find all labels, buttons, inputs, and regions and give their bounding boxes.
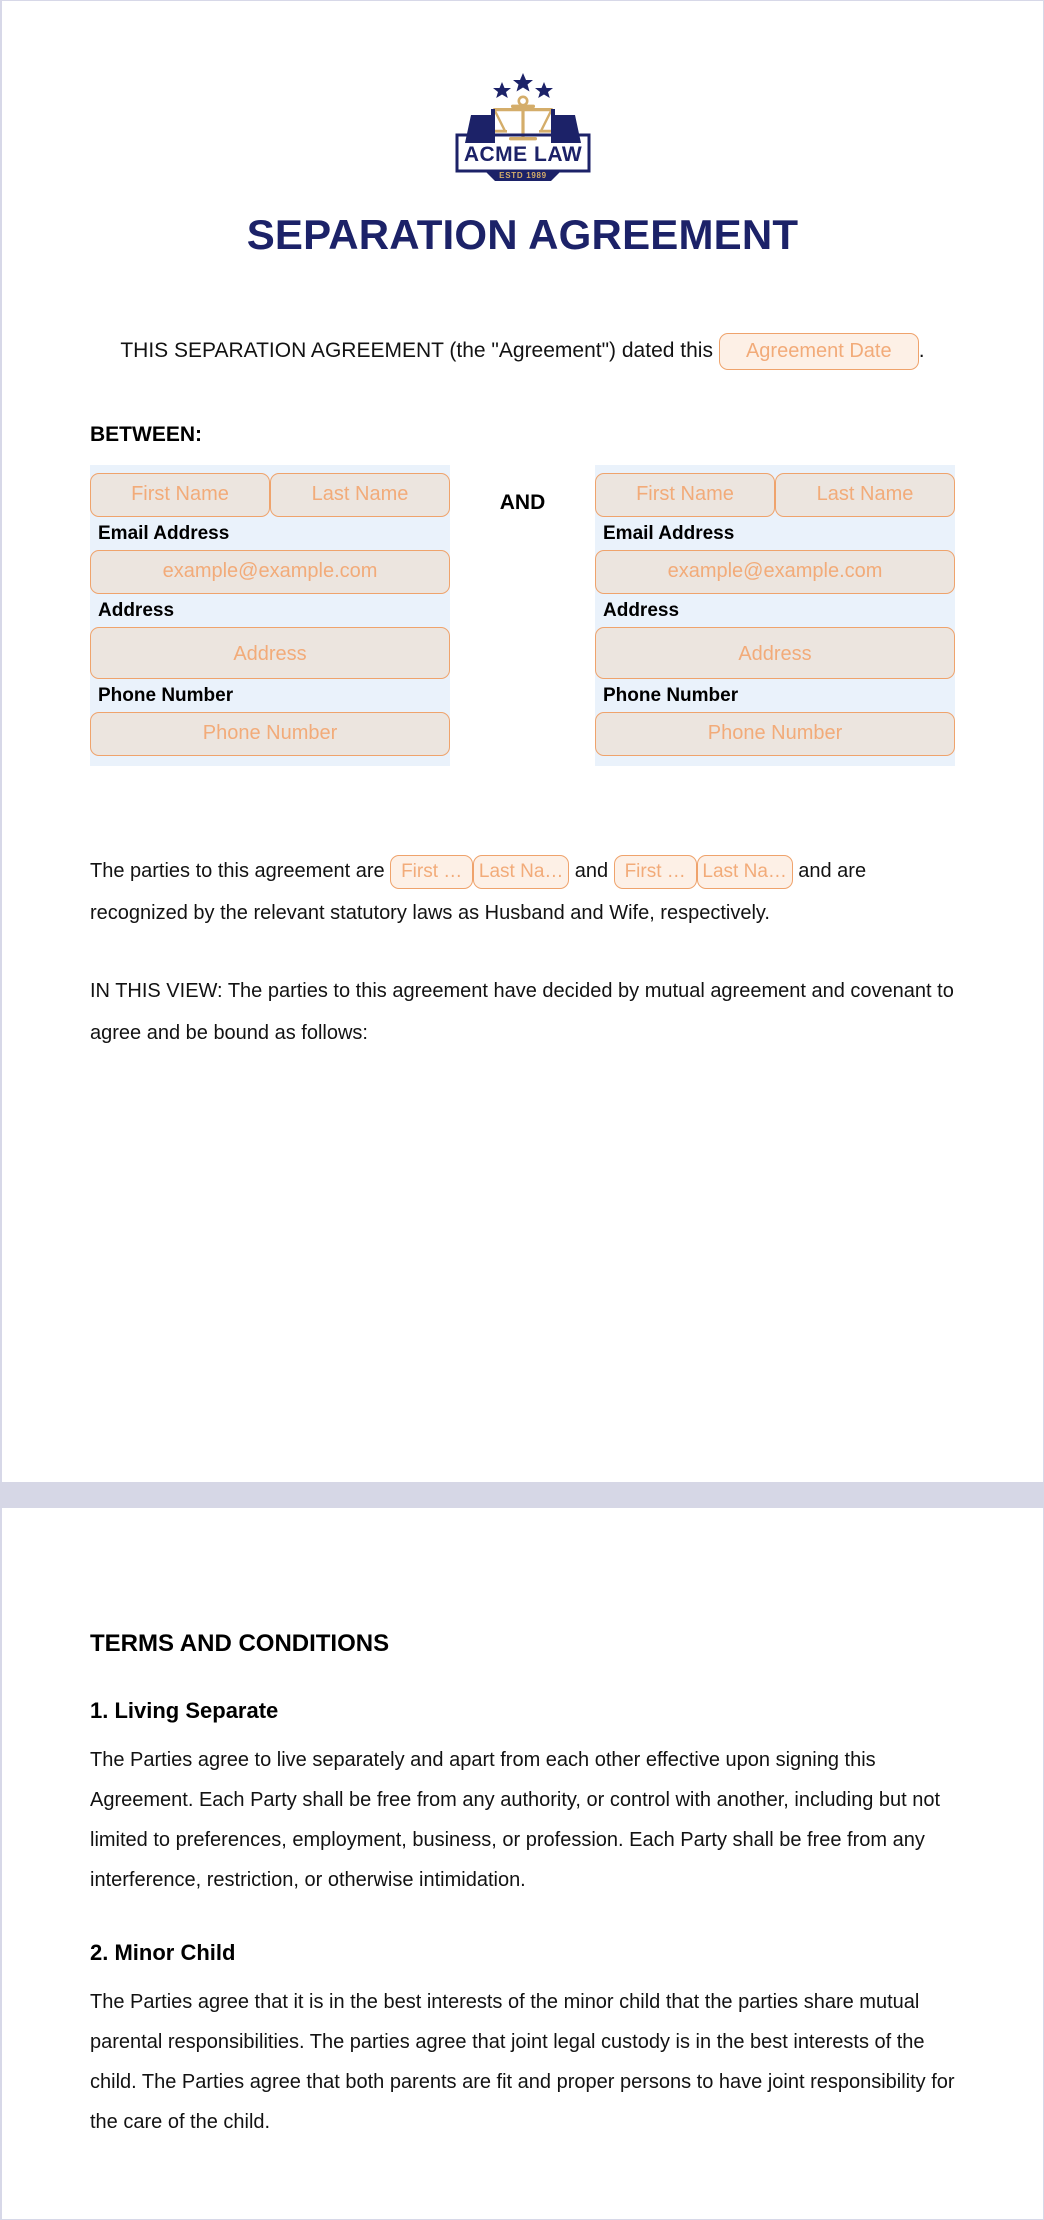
recital-party-two-last-name-input[interactable]: Last Na… [697,855,793,889]
section-2-body: The Parties agree that it is in the best interests of the minor child that the parties share mutual parental responsibilities. The parties agree that joint legal custody is in the best interests of the child. The Parties agree that both parents are fit and proper persons to have joint responsibility for the care of the child. [90,1991,955,2133]
intro-prefix-text: THIS SEPARATION AGREEMENT (the "Agreement") dated this [120,339,713,362]
party-one-name-row [90,473,450,517]
party-one-phone-label: Phone Number [98,685,234,706]
terms-and-conditions-heading: TERMS AND CONDITIONS [90,1630,390,1657]
section-1-heading: 1. Living Separate [90,1698,279,1723]
party-two-address-input[interactable]: Address [595,627,955,679]
page-break-divider [0,1482,1044,1508]
party-two-name-row [595,473,955,517]
acme-law-logo-icon [447,59,599,181]
recital-paragraph [90,850,955,934]
party-two-phone-label: Phone Number [603,685,739,706]
and-label: AND [499,491,546,514]
section-2-heading: 2. Minor Child [90,1940,236,1965]
party-one-email-label: Email Address [98,523,230,544]
party-two-email-label: Email Address [603,523,735,544]
party-one-address-input[interactable]: Address [90,627,450,679]
svg-text:ESTD 1989: ESTD 1989 [498,171,547,180]
party-two-first-name-input[interactable]: First Name [595,473,775,517]
recital-conjunction-end: and [798,860,832,882]
party-one-first-name-input[interactable]: First Name [90,473,270,517]
company-logo [90,1,955,181]
svg-text:ACME LAW: ACME LAW [463,143,582,166]
between-label: BETWEEN: [90,423,202,446]
document-page-2 [0,1508,1044,2220]
in-this-view-paragraph: IN THIS VIEW: The parties to this agreement have decided by mutual agreement and covenant to agree and be bound as follows: [90,980,954,1044]
agreement-date-input[interactable]: Agreement Date [719,333,919,370]
recital-party-two-first-name-input[interactable]: First … [614,855,697,889]
recital-lead-text: The parties to this agreement are [90,860,385,882]
recital-conjunction-mid: and [574,860,609,882]
party-two-last-name-input[interactable]: Last Name [775,473,955,517]
parties-row [90,465,955,766]
page-title: SEPARATION AGREEMENT [246,211,799,258]
party-two-panel [595,465,955,766]
party-two-address-label: Address [603,600,680,621]
terms-section-2 [90,1940,955,2142]
intro-paragraph [90,331,955,371]
section-1-body: The Parties agree to live separately and apart from each other effective upon signing this Agreement. Each Party shall be free from any authority, or control with another, including but not limited to preferences, employment, business, or profession. Each Party shall be free from any interference, restriction, or otherwise intimidation. [90,1749,941,1891]
recital-continuation-text: are recognized by the relevant statutory laws as Husband and Wife, respectively. [90,860,867,924]
intro-suffix-text: . [918,339,925,362]
party-two-phone-input[interactable]: Phone Number [595,712,955,756]
party-one-email-input[interactable]: example@example.com [90,550,450,594]
party-one-address-label: Address [98,600,175,621]
recital-party-one-first-name-input[interactable]: First … [390,855,473,889]
terms-section-1 [90,1698,955,1900]
party-one-last-name-input[interactable]: Last Name [270,473,450,517]
party-one-panel [90,465,450,766]
recital-block [90,850,955,1054]
party-two-email-input[interactable]: example@example.com [595,550,955,594]
party-one-phone-input[interactable]: Phone Number [90,712,450,756]
recital-party-one-last-name-input[interactable]: Last Na… [473,855,569,889]
